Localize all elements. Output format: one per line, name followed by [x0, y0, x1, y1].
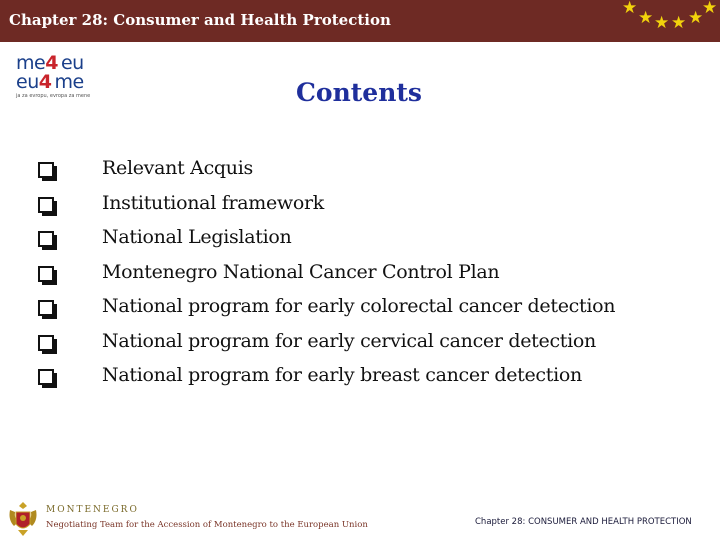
footer-team: Negotiating Team for the Accession of Montenegro to the European Union [46, 520, 368, 530]
checkbox-bullet-icon [38, 300, 54, 316]
montenegro-coat-of-arms-icon [6, 500, 40, 538]
header-bar [0, 0, 720, 42]
checkbox-bullet-icon [38, 266, 54, 282]
list-item-label: National program for early cervical cancer detection [102, 329, 596, 352]
list-item [38, 256, 698, 291]
footer-country: MONTENEGRO [46, 505, 139, 515]
list-item [38, 325, 698, 360]
list-item-label: Relevant Acquis [102, 157, 253, 179]
checkbox-bullet-icon [38, 162, 54, 178]
list-item-label: National program for early breast cancer detection [102, 364, 582, 386]
checkbox-bullet-icon [38, 197, 54, 213]
list-item-label: Montenegro National Cancer Control Plan [102, 260, 500, 283]
checkbox-bullet-icon [38, 369, 54, 385]
list-item-label: National program for early colorectal cancer detection [102, 295, 616, 317]
logo-line-1: me4 eu [16, 52, 84, 74]
checkbox-bullet-icon [38, 231, 54, 247]
contents-list [38, 152, 698, 394]
star-icon: ★ [702, 0, 718, 18]
page-title: Contents [296, 78, 423, 107]
star-icon: ★ [654, 13, 670, 33]
checkbox-bullet-icon [38, 335, 54, 351]
star-icon: ★ [671, 13, 687, 33]
star-icon: ★ [688, 8, 704, 28]
list-item [38, 290, 698, 325]
list-item-label: National Legislation [102, 226, 292, 248]
list-item [38, 359, 698, 394]
list-item-label: Institutional framework [102, 191, 325, 214]
logo-line-2: eu4 me [16, 71, 84, 93]
me4eu-logo [16, 54, 108, 98]
list-item [38, 187, 698, 222]
star-icon: ★ [622, 0, 638, 18]
footer-chapter: Chapter 28: CONSUMER AND HEALTH PROTECTION [475, 517, 692, 527]
chapter-title: Chapter 28: Consumer and Health Protection [9, 11, 391, 29]
list-item [38, 221, 698, 256]
list-item [38, 152, 698, 187]
logo-tagline: ja za evropu, evropa za mene [16, 93, 91, 99]
star-icon: ★ [638, 8, 654, 28]
